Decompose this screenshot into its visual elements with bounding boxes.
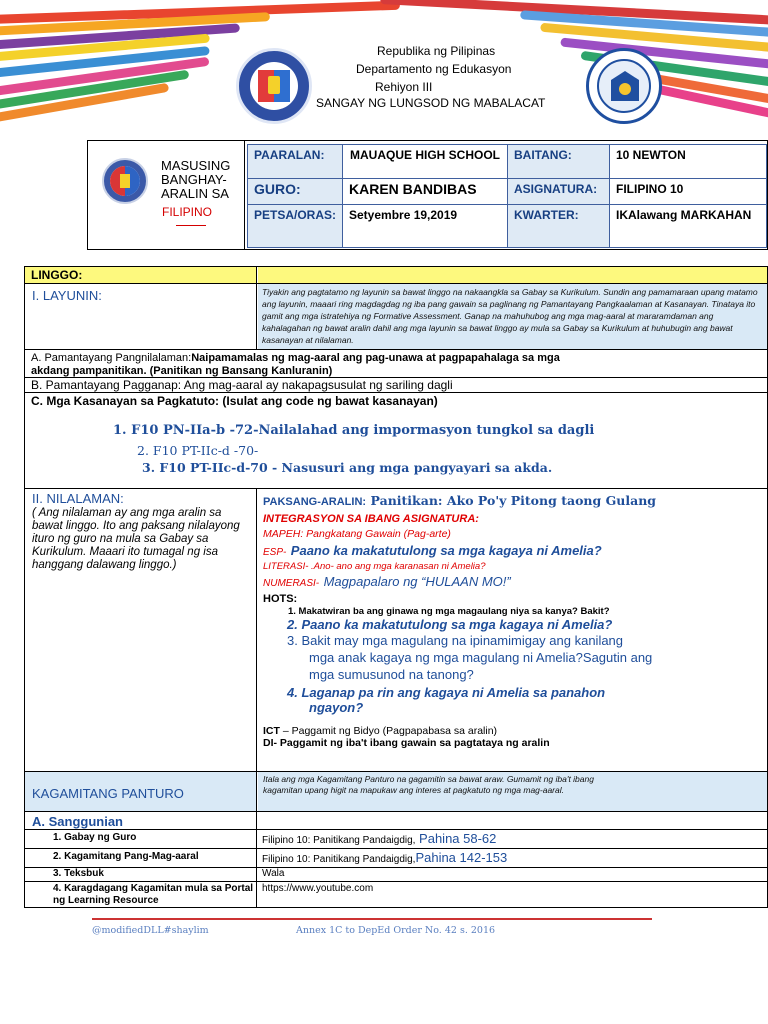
row-pamantayan-b bbox=[25, 378, 767, 393]
label-baitang: BAITANG: bbox=[508, 145, 610, 179]
ref-label-2: 2. Kagamitang Pang-Mag-aaral bbox=[25, 849, 257, 867]
objective-2: 2. F10 PT-IIc-d -70- bbox=[137, 443, 259, 458]
ref-text-1: Filipino 10: Panitikang Pandaigdig, bbox=[262, 835, 416, 846]
hots-label: HOTS: bbox=[263, 593, 298, 605]
kagamitan-note: Itala ang mga Kagamitang Panturo na gagamitin sa bawat araw. Gumamit ng iba't ibang kagamitan upang higit na mapukaw ang interes at pagkatuto ng mga mag-aaral. bbox=[258, 772, 767, 811]
layunin-note: Tiyakin ang pagtatamo ng layunin sa bawat linggo na nakaangkla sa Gabay sa Kurikulum. Sundin ang pamamaraan upang matamo ang layunin, maaari ring magdagdag ng iba pang gawain sa paglinang ng Pamantayang Pangkaalaman at Kasanayan. Tinataya ito gamit ang mga istratehiya ng Formative Assessment. Ganap na mahuhubog ang mga mag-aaral at mararamdaman ang kahalagahan ng bawat aralin dahil ang mga layunin sa bawat linggo ay mula sa Gabay sa Kurikulum at huhubugin ang bawat kasanayan at nilalaman. bbox=[258, 284, 767, 349]
label-asignatura: ASIGNATURA: bbox=[508, 179, 610, 205]
header-sangay: SANGAY NG LUNGSOD NG MABALACAT bbox=[316, 96, 546, 110]
label-petsa: PETSA/ORAS: bbox=[248, 205, 343, 247]
ref-label-3: 3. Teksbuk bbox=[25, 868, 257, 881]
ref-row bbox=[25, 830, 767, 849]
ref-text-2: Filipino 10: Panitikang Pandaigdig, bbox=[262, 854, 416, 865]
label-kwarter: KWARTER: bbox=[508, 205, 610, 247]
lesson-plan-table bbox=[24, 266, 768, 908]
pamantayan-a-text2: akdang pampanitikan. (Panitikan ng Bansang Kanluranin) bbox=[31, 365, 333, 377]
value-petsa: Setyembre 19,2019 bbox=[343, 205, 508, 247]
sanggunian-empty bbox=[258, 812, 767, 829]
esp-label: ESP- bbox=[263, 547, 287, 558]
underline bbox=[176, 225, 206, 226]
deped-seal-icon bbox=[236, 48, 312, 124]
label-guro: GURO: bbox=[248, 179, 343, 205]
objective-1: 1. F10 PN-IIa-b -72-Nailalahad ang impormasyon tungkol sa dagli bbox=[113, 423, 595, 438]
linggo-value bbox=[258, 267, 767, 283]
hots-item-4-cont: ngayon? bbox=[309, 700, 364, 715]
school-seal-icon bbox=[102, 158, 148, 204]
pamantayan-b: B. Pamantayang Pagganap: Ang mag-aaral ay nakapagsusulat ng sariling dagli bbox=[31, 378, 453, 392]
numerasi-text: Magpapalaro ng “HULAAN MO!” bbox=[323, 574, 511, 589]
nilalaman-left bbox=[25, 489, 257, 771]
ict-text: – Paggamit ng Bidyo (Pagpapabasa sa aralin) bbox=[279, 725, 498, 737]
ref-pages-1: Pahina 58-62 bbox=[415, 831, 497, 846]
kagamitan-title-cell bbox=[25, 772, 257, 811]
sanggunian-title: A. Sanggunian bbox=[32, 814, 123, 829]
numerasi-label: NUMERASI- bbox=[263, 578, 320, 589]
footer-rule bbox=[92, 918, 652, 920]
esp-text: Paano ka makatutulong sa mga kagaya ni Amelia? bbox=[290, 543, 602, 558]
footer-left: @modifiedDLL#shaylim bbox=[92, 925, 209, 936]
hots-item-2: 2. Paano ka makatutulong sa mga kagaya ni Amelia? bbox=[287, 617, 613, 632]
nilalaman-right bbox=[258, 489, 767, 771]
header-banner bbox=[0, 0, 768, 130]
row-sanggunian bbox=[25, 812, 767, 830]
header-republika: Republika ng Pilipinas bbox=[377, 44, 496, 58]
ref-row bbox=[25, 849, 767, 868]
hots-item-4: 4. Laganap pa rin ang kagaya ni Amelia sa panahon bbox=[287, 685, 606, 700]
value-kwarter: IKAlawang MARKAHAN bbox=[610, 205, 766, 247]
value-paaralan: MAUAQUE HIGH SCHOOL bbox=[343, 145, 508, 179]
objective-3: 3. F10 PT-IIc-d-70 - Nasusuri ang mga pangyayari sa akda. bbox=[142, 460, 553, 475]
kagamitan-title: KAGAMITANG PANTURO bbox=[32, 786, 184, 801]
paksang-label: PAKSANG-ARALIN: bbox=[263, 496, 367, 508]
pamantayan-a-text: Naipamamalas ng mag-aaral ang pag-unawa at pagpapahalaga sa mga bbox=[191, 352, 560, 364]
value-asignatura: FILIPINO 10 bbox=[610, 179, 766, 205]
row-nilalaman bbox=[25, 489, 767, 772]
hots-item-3-cont2: mga sumusunod na tanong? bbox=[309, 667, 474, 682]
row-layunin bbox=[25, 284, 767, 350]
header-rehiyon: Rehiyon III bbox=[375, 80, 433, 94]
plan-title: MASUSING BANGHAY-ARALIN SA bbox=[161, 158, 231, 201]
di-text: DI- Paggamit ng iba't ibang gawain sa pagtataya ng aralin bbox=[263, 737, 550, 749]
linggo-label: LINGGO: bbox=[25, 267, 257, 283]
hots-item-3-cont: mga anak kagaya ng mga magulang ni Amelia?Sagutin ang bbox=[309, 650, 653, 665]
ict-label: ICT bbox=[263, 725, 280, 737]
footer-right: Annex 1C to DepEd Order No. 42 s. 2016 bbox=[296, 925, 496, 936]
row-kasanayan bbox=[25, 393, 767, 489]
row-kagamitan bbox=[25, 772, 767, 812]
lesson-title-cell bbox=[88, 141, 245, 249]
ref-text-3: Wala bbox=[262, 868, 285, 879]
kasanayan-c: C. Mga Kasanayan sa Pagkatuto: (Isulat ang code ng bawat kasanayan) bbox=[31, 394, 438, 408]
nilalaman-note: ( Ang nilalaman ay ang mga aralin sa bawat linggo. Ito ang paksang nilalayong ituro ng guro na mula sa Gabay sa Kurikulum. Maaari ito tumagal ng isa hanggang dalawang linggo.) bbox=[32, 507, 240, 571]
plan-subject: FILIPINO bbox=[162, 205, 213, 219]
mapeh-text: MAPEH: Pangkatang Gawain (Pag-arte) bbox=[263, 528, 451, 540]
ref-label-4: 4. Karagdagang Kagamitan mula sa Portal ng Learning Resource bbox=[25, 882, 257, 908]
ref-text-4: https://www.youtube.com bbox=[262, 883, 374, 894]
ref-label-1: 1. Gabay ng Guro bbox=[25, 830, 257, 848]
label-paaralan: PAARALAN: bbox=[248, 145, 343, 179]
ref-pages-2: Pahina 142-153 bbox=[415, 850, 508, 865]
nilalaman-title: II. NILALAMAN: bbox=[32, 491, 124, 506]
header-departamento: Departamento ng Edukasyon bbox=[356, 62, 512, 76]
row-linggo bbox=[25, 267, 767, 284]
ref-row bbox=[25, 882, 767, 908]
integrasyon-label: INTEGRASYON SA IBANG ASIGNATURA: bbox=[263, 513, 479, 525]
kagawaran-seal-icon bbox=[586, 48, 662, 124]
value-baitang: 10 NEWTON bbox=[610, 145, 766, 179]
pamantayan-a-label: A. Pamantayang Pangnilalaman: bbox=[31, 352, 192, 364]
ref-row bbox=[25, 868, 767, 882]
row-pamantayan-a bbox=[25, 350, 767, 378]
paksang-value: Panitikan: Ako Po'y Pitong taong Gulang bbox=[370, 493, 657, 508]
info-grid bbox=[247, 144, 767, 248]
sanggunian-cell bbox=[25, 812, 257, 829]
layunin-title-cell bbox=[25, 284, 257, 349]
literasi-text: LITERASI- .Ano- ano ang mga karanasan ni Amelia? bbox=[263, 561, 486, 572]
hots-item-3: 3. Bakit may mga magulang na ipinamimigay ang kanilang bbox=[287, 633, 624, 648]
layunin-title: I. LAYUNIN: bbox=[32, 288, 102, 303]
value-guro: KAREN BANDIBAS bbox=[343, 179, 508, 205]
hots-item-1: 1. Makatwiran ba ang ginawa ng mga magaulang niya sa kanya? Bakit? bbox=[288, 606, 610, 617]
lesson-info-box bbox=[87, 140, 768, 250]
